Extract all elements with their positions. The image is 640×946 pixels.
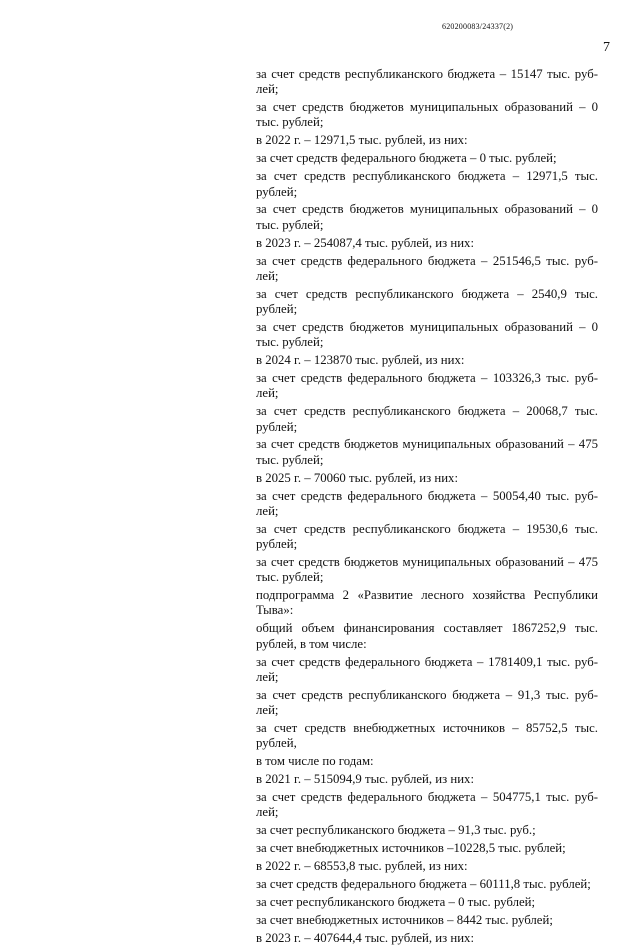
text-line: в 2023 г. – 407644,4 тыс. рублей, из них: xyxy=(256,931,475,946)
paragraph xyxy=(256,655,598,685)
text-line: в 2022 г. – 12971,5 тыс. рублей, из них: xyxy=(256,133,468,148)
text-line: за счет средств федерального бюджета – 504775,1 тыс. руб- xyxy=(256,789,598,804)
text-line: в 2023 г. – 254087,4 тыс. рублей, из них: xyxy=(256,235,475,250)
text-line: за счет средств республиканского бюджета – 20068,7 тыс. xyxy=(256,404,598,419)
text-line: лей; xyxy=(256,669,279,684)
text-line: за счет средств бюджетов муниципальных образований – 0 xyxy=(256,100,598,115)
text-line: в том числе по годам: xyxy=(256,754,374,769)
paragraph xyxy=(256,721,598,751)
text-line: за счет средств федерального бюджета – 60111,8 тыс. рублей; xyxy=(256,877,591,892)
paragraph xyxy=(256,841,598,856)
paragraph xyxy=(256,133,598,148)
text-line: тыс. рублей; xyxy=(256,115,324,130)
paragraph xyxy=(256,859,598,874)
text-line: рублей; xyxy=(256,184,298,199)
paragraph xyxy=(256,772,598,787)
text-line: лей; xyxy=(256,503,279,518)
paragraph xyxy=(256,287,598,317)
text-line: Тыва»: xyxy=(256,603,294,618)
text-line: за счет средств бюджетов муниципальных образований – 0 xyxy=(256,319,598,334)
paragraph xyxy=(256,823,598,838)
text-line: лей; xyxy=(256,702,279,717)
paragraph xyxy=(256,489,598,519)
text-line: тыс. рублей; xyxy=(256,452,324,467)
paragraph xyxy=(256,877,598,892)
paragraph xyxy=(256,320,598,350)
paragraph xyxy=(256,202,598,232)
text-line: за счет средств бюджетов муниципальных образований – 475 xyxy=(256,554,598,569)
paragraph xyxy=(256,913,598,928)
text-line: рублей, xyxy=(256,736,297,751)
text-line: за счет средств федерального бюджета – 103326,3 тыс. руб- xyxy=(256,371,598,386)
paragraph xyxy=(256,371,598,401)
paragraph xyxy=(256,790,598,820)
text-line: за счет средств федерального бюджета – 50054,40 тыс. руб- xyxy=(256,488,598,503)
text-line: в 2021 г. – 515094,9 тыс. рублей, из них: xyxy=(256,772,475,786)
text-line: за счет средств республиканского бюджета – 19530,6 тыс. xyxy=(256,521,598,536)
text-line: в 2022 г. – 68553,8 тыс. рублей, из них: xyxy=(256,859,468,874)
text-line: в 2024 г. – 123870 тыс. рублей, из них: xyxy=(256,353,465,368)
paragraph xyxy=(256,688,598,718)
text-line: рублей; xyxy=(256,419,298,434)
text-line: лей; xyxy=(256,82,279,97)
text-line: лей; xyxy=(256,386,279,401)
text-line: за счет внебюджетных источников – 8442 тыс. рублей; xyxy=(256,913,553,928)
paragraph xyxy=(256,254,598,284)
text-line: за счет средств федерального бюджета – 1781409,1 тыс. руб- xyxy=(256,654,598,669)
paragraph xyxy=(256,471,598,486)
document-body xyxy=(256,67,598,946)
text-line: за счет средств республиканского бюджета – 12971,5 тыс. xyxy=(256,169,598,184)
text-line: в 2025 г. – 70060 тыс. рублей, из них: xyxy=(256,470,459,485)
text-line: подпрограмма 2 «Развитие лесного хозяйства Республики xyxy=(256,588,598,603)
text-line: за счет средств республиканского бюджета – 15147 тыс. руб- xyxy=(256,67,598,81)
paragraph xyxy=(256,588,598,618)
paragraph xyxy=(256,67,598,97)
text-line: рублей, в том числе: xyxy=(256,636,367,651)
paragraph xyxy=(256,437,598,467)
paragraph xyxy=(256,169,598,199)
text-line: тыс. рублей; xyxy=(256,570,324,585)
text-line: лей; xyxy=(256,805,279,820)
text-line: лей; xyxy=(256,268,279,283)
text-line: рублей; xyxy=(256,302,298,316)
text-line: за счет средств бюджетов муниципальных образований – 0 xyxy=(256,202,598,217)
paragraph xyxy=(256,100,598,130)
text-line: рублей; xyxy=(256,537,298,551)
text-line: за счет средств федерального бюджета – 0 тыс. рублей; xyxy=(256,151,557,166)
text-line: общий объем финансирования составляет 1867252,9 тыс. xyxy=(256,621,598,636)
text-line: за счет средств республиканского бюджета – 2540,9 тыс. xyxy=(256,286,598,301)
text-line: за счет республиканского бюджета – 91,3 тыс. руб.; xyxy=(256,823,536,838)
paragraph xyxy=(256,522,598,552)
paragraph xyxy=(256,555,598,585)
text-line: за счет средств внебюджетных источников – 85752,5 тыс. xyxy=(256,720,598,735)
text-line: тыс. рублей; xyxy=(256,335,324,350)
paragraph xyxy=(256,151,598,166)
paragraph xyxy=(256,353,598,368)
paragraph xyxy=(256,621,598,651)
paragraph xyxy=(256,236,598,251)
text-line: за счет средств республиканского бюджета – 91,3 тыс. руб- xyxy=(256,687,598,702)
text-line: за счет внебюджетных источников –10228,5 тыс. рублей; xyxy=(256,841,566,856)
paragraph xyxy=(256,404,598,434)
text-line: за счет средств бюджетов муниципальных образований – 475 xyxy=(256,437,598,452)
text-line: за счет республиканского бюджета – 0 тыс. рублей; xyxy=(256,895,536,910)
paragraph xyxy=(256,754,598,769)
page-number: 7 xyxy=(603,40,610,55)
text-line: за счет средств федерального бюджета – 251546,5 тыс. руб- xyxy=(256,253,598,268)
paragraph xyxy=(256,931,598,946)
paragraph xyxy=(256,895,598,910)
document-code: 620200083/24337(2) xyxy=(442,22,514,31)
text-line: тыс. рублей; xyxy=(256,217,324,232)
